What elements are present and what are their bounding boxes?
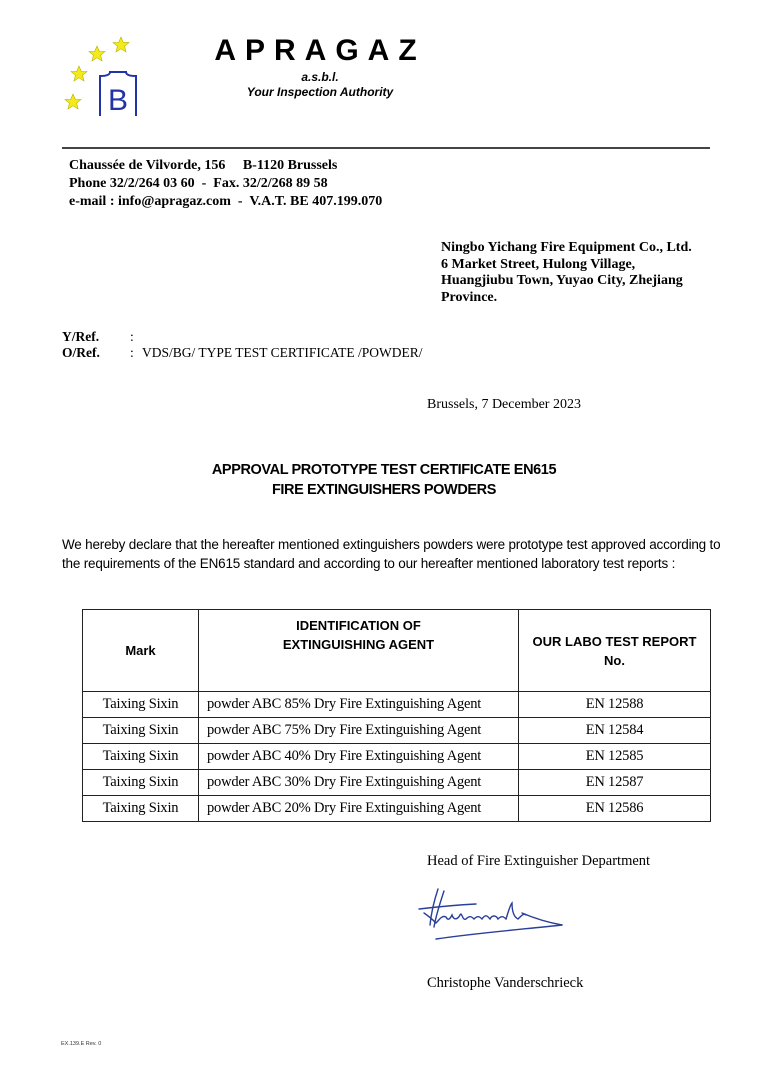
title-line-1: APPROVAL PROTOTYPE TEST CERTIFICATE EN615 (211, 462, 557, 478)
our-reference (62, 345, 422, 361)
star-icon (65, 94, 81, 109)
header-agent-line1: IDENTIFICATION OF (296, 618, 421, 633)
recipient-line: Province. (441, 289, 498, 305)
our-ref-label: O/Ref. (62, 345, 100, 360)
signatory-name: Christophe Vanderschrieck (427, 975, 584, 991)
cell-mark: Taixing Sixin (83, 718, 199, 744)
cell-agent: powder ABC 20% Dry Fire Extinguishing Agent (199, 796, 519, 822)
logo-icon (58, 32, 148, 122)
references (62, 329, 422, 361)
cell-report: EN 12586 (519, 796, 711, 822)
apragaz-logo (58, 32, 148, 122)
recipient-line: 6 Market Street, Hulong Village, (441, 256, 636, 272)
table-row (83, 770, 711, 796)
cell-mark: Taixing Sixin (83, 796, 199, 822)
cell-mark: Taixing Sixin (83, 692, 199, 718)
cell-report: EN 12584 (519, 718, 711, 744)
cell-mark: Taixing Sixin (83, 770, 199, 796)
header-agent (199, 610, 519, 692)
header-divider (62, 147, 710, 149)
cell-agent: powder ABC 40% Dry Fire Extinguishing Agent (199, 744, 519, 770)
star-icon (89, 46, 105, 61)
recipient-line: Huangjiubu Town, Yuyao City, Zhejiang (441, 273, 683, 288)
brand-name: APRAGAZ (214, 34, 426, 67)
ref-colon: : (130, 329, 134, 344)
logo-letter: B (107, 84, 129, 117)
our-ref-value: VDS/BG/ TYPE TEST CERTIFICATE /POWDER/ (142, 345, 423, 360)
form-reference: EX.139.E Rev. 0 (61, 1041, 102, 1047)
star-icon (71, 66, 87, 81)
table-row (83, 718, 711, 744)
table-row (83, 796, 711, 822)
cell-agent: powder ABC 75% Dry Fire Extinguishing Agent (199, 718, 519, 744)
your-reference (62, 329, 422, 345)
cell-report: EN 12585 (519, 744, 711, 770)
table-row (83, 744, 711, 770)
brand-subtitle (200, 70, 440, 100)
signature-icon (416, 885, 566, 945)
recipient-line: Ningbo Yichang Fire Equipment Co., Ltd. (441, 240, 692, 255)
tagline: Your Inspection Authority (246, 85, 394, 99)
cell-report: EN 12587 (519, 770, 711, 796)
sender-email: e-mail : info@apragaz.com - V.A.T. BE 407.199.070 (69, 194, 383, 209)
cell-mark: Taixing Sixin (83, 744, 199, 770)
certificate-title (0, 460, 768, 500)
intro-paragraph: We hereby declare that the hereafter mentioned extinguishers powders were prototype test approved according to the requirements of the EN615 standard and according to our hereafter mentioned laboratory test reports : (62, 537, 721, 571)
cell-agent: powder ABC 30% Dry Fire Extinguishing Agent (199, 770, 519, 796)
cell-report: EN 12588 (519, 692, 711, 718)
sender-address (69, 157, 382, 211)
sender-street: Chaussée de Vilvorde, 156 B-1120 Brussels (69, 158, 338, 173)
table-header-row (83, 610, 711, 692)
cell-agent: powder ABC 85% Dry Fire Extinguishing Agent (199, 692, 519, 718)
header-report (519, 610, 711, 692)
document-date: Brussels, 7 December 2023 (427, 397, 581, 412)
header-report-line2: No. (604, 652, 625, 668)
sender-phone: Phone 32/2/264 03 60 - Fax. 32/2/268 89 58 (69, 176, 328, 191)
header-mark: Mark (83, 610, 199, 692)
header-report-line1: OUR LABO TEST REPORT (532, 633, 697, 649)
approval-table (82, 609, 711, 822)
table-row (83, 692, 711, 718)
recipient-address (441, 240, 692, 306)
legal-form: a.s.b.l. (301, 70, 339, 84)
signatory-title: Head of Fire Extinguisher Department (427, 853, 651, 869)
your-ref-label: Y/Ref. (62, 329, 100, 344)
title-line-2: FIRE EXTINGUISHERS POWDERS (271, 482, 497, 498)
header-agent-line2: EXTINGUISHING AGENT (282, 637, 435, 652)
star-icon (113, 37, 129, 52)
ref-colon: : (130, 345, 134, 360)
